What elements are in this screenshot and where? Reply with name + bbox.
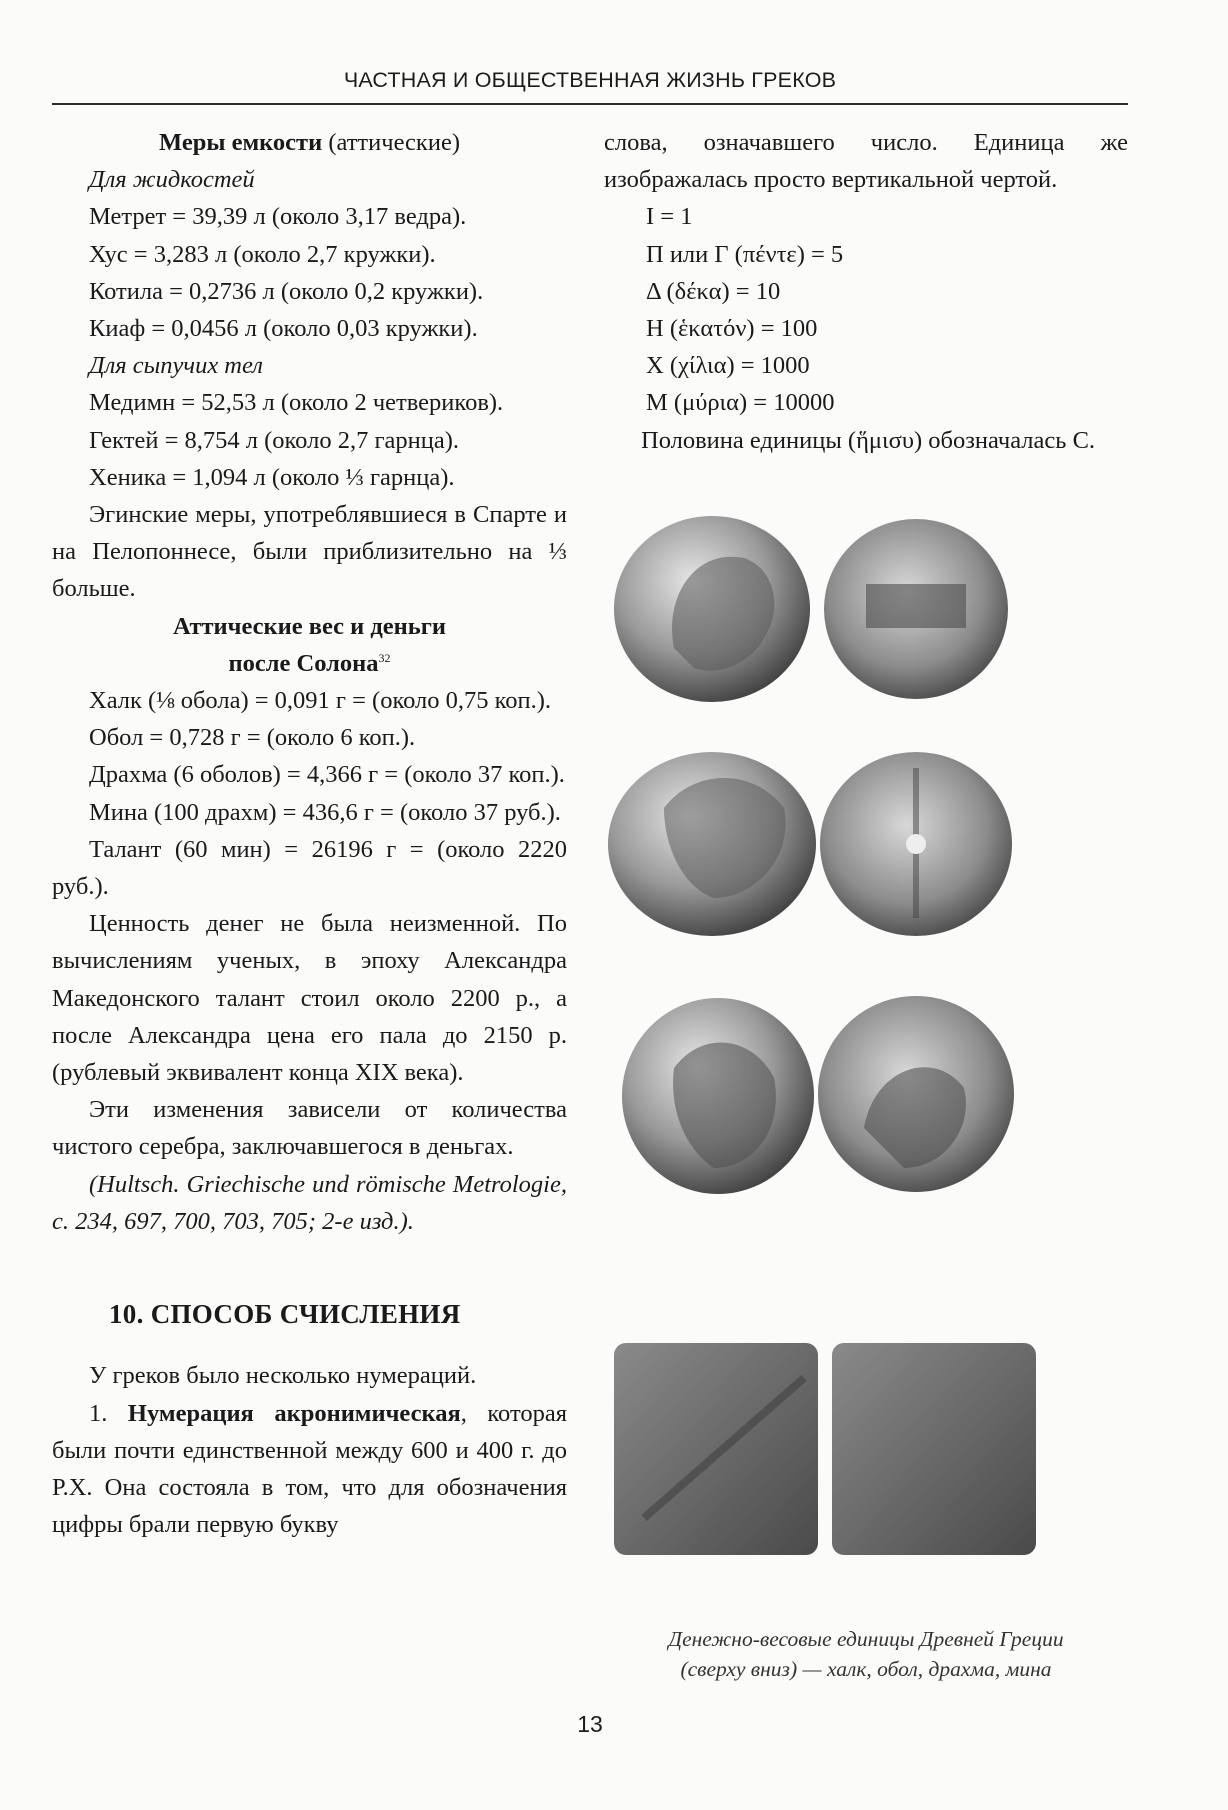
running-head: ЧАСТНАЯ И ОБЩЕСТВЕННАЯ ЖИЗНЬ ГРЕКОВ — [343, 68, 837, 92]
left-column — [52, 124, 567, 1543]
weights-title — [52, 608, 567, 645]
weight-drachma: Драхма (6 оболов) = 4,366 г = (около 37 коп.). — [89, 761, 565, 789]
mina-weight-back — [832, 1343, 1036, 1555]
dry-measure-3: Хеника = 1,094 л (около ⅓ гарнца). — [89, 463, 455, 491]
coins-photo — [604, 508, 1128, 1648]
half-paragraph: Половина единицы (ἥμισυ) обозначалась С. — [641, 426, 1096, 454]
weight-talent: Талант (60 мин) = 26196 г = (около 2220 руб.). — [52, 835, 567, 901]
footnote-ref: 32 — [378, 650, 391, 665]
weight-chalkous: Халк (⅛ обола) = 0,091 г = (около 0,75 коп.). — [89, 687, 552, 715]
chalkous-obverse-coin — [614, 516, 810, 702]
mina-weight-front — [614, 1343, 818, 1555]
section-heading: 10. СПОСОБ СЧИСЛЕНИЯ — [109, 1299, 461, 1330]
obol-reverse-coin — [820, 752, 1012, 936]
dry-measure-1: Медимн = 52,53 л (около 2 четвериков). — [89, 389, 504, 417]
figure-caption — [604, 1624, 1128, 1684]
drachma-reverse-coin — [818, 996, 1014, 1192]
source-citation: (Hultsch. Griechische und römische Metrologie, c. 234, 697, 700, 703, 705; 2-е изд.). — [52, 1170, 567, 1235]
measures-title-rest: (аттические) — [322, 129, 460, 156]
obol-obverse-coin — [608, 752, 816, 936]
numeral-10000: М (μύρια) = 10000 — [646, 389, 835, 417]
drachma-obverse-coin — [622, 998, 814, 1194]
item-1-paragraph — [52, 1395, 567, 1544]
chalkous-reverse-coin — [824, 519, 1008, 699]
liquid-measure-2: Хус = 3,283 л (около 2,7 кружки). — [89, 240, 436, 268]
value-paragraph: Ценность денег не была неизменной. По вычислениям ученых, в эпоху Александра Македонского талант стоил около 2200 р., а после Александра цена его пала до 2150 р. (рублевый эквивалент конца XIX века). — [52, 910, 567, 1087]
dry-measure-2: Гектей = 8,754 л (около 2,7 гарнца). — [89, 426, 460, 454]
item-1-number: 1. — [89, 1399, 128, 1427]
changes-paragraph: Эти изменения зависели от количества чистого серебра, заключавшегося в деньгах. — [52, 1096, 567, 1161]
measures-title — [52, 124, 567, 161]
weights-title-2 — [52, 645, 567, 682]
weight-mina: Мина (100 драхм) = 436,6 г = (около 37 руб.). — [89, 798, 561, 826]
numeral-5: П или Г (πέντε) = 5 — [646, 240, 844, 268]
numeral-100: Н (ἑκατόν) = 100 — [646, 315, 818, 343]
liquid-measure-3: Котила = 0,2736 л (около 0,2 кружки). — [89, 277, 484, 305]
liquids-label: Для жидкостей — [89, 166, 255, 194]
weight-obol: Обол = 0,728 г = (около 6 коп.). — [89, 724, 416, 752]
dry-label: Для сыпучих тел — [89, 352, 263, 380]
page-number: 13 — [577, 1711, 603, 1737]
intro-paragraph: У греков было несколько нумераций. — [89, 1362, 477, 1390]
header-rule — [52, 103, 1128, 105]
right-column — [604, 124, 1128, 459]
liquid-measure-4: Киаф = 0,0456 л (около 0,03 кружки). — [89, 315, 478, 343]
item-1-term: Нумерация акронимическая — [127, 1399, 461, 1427]
numeral-1000: Х (χίλια) = 1000 — [646, 352, 810, 380]
continuation-paragraph: слова, означавшего число. Единица же изображалась просто вертикальной чертой. — [604, 129, 1128, 194]
numeral-1: I = 1 — [646, 203, 693, 231]
measures-title-bold: Меры емкости — [159, 129, 323, 156]
caption-line-2: (сверху вниз) — халк, обол, драхма, мина — [680, 1657, 1052, 1681]
numeral-10: Δ (δέκα) = 10 — [646, 277, 781, 305]
coins-illustration — [604, 508, 1128, 1648]
liquid-measure-1: Метрет = 39,39 л (около 3,17 ведра). — [89, 203, 467, 231]
aegina-paragraph: Эгинские меры, употреблявшиеся в Спарте и на Пелопоннесе, были приблизительно на ⅓ больше. — [52, 501, 567, 603]
weights-title-line-1: Аттические вес и деньги — [173, 612, 446, 640]
weights-title-line-2: после Солона — [228, 649, 379, 677]
caption-line-1: Денежно-весовые единицы Древней Греции — [668, 1627, 1064, 1651]
item-1-text: , которая были почти единственной между 600 и 400 г. до Р.Х. Она состояла в том, что для обозначения цифры брали первую букву — [52, 1399, 567, 1539]
